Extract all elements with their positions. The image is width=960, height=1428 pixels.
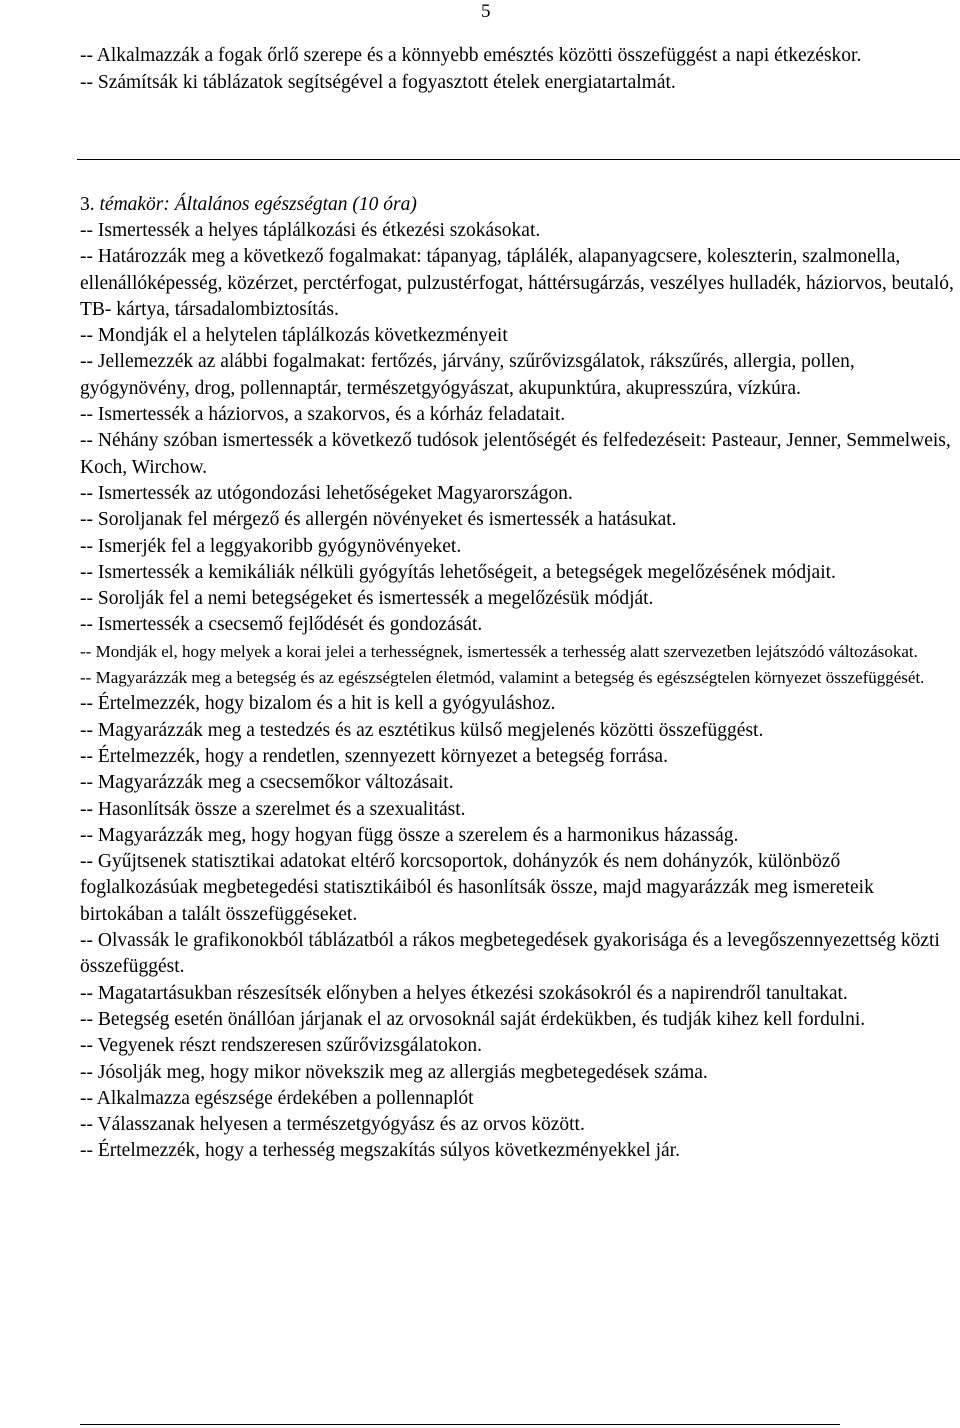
list-item: -- Gyűjtsenek statisztikai adatokat eltérő korcsoportok, dohányzók és nem dohányzók, különböző foglalkozásúak megbetegedési statisztikáiból és hasonlítsák össze, majd magyarázzák meg ismereteik birtokában a talált összefüggéseket. (80, 851, 874, 925)
list-item: -- Jellemezzék az alábbi fogalmakat: fertőzés, járvány, szűrővizsgálatok, rákszűrés, allergia, pollen, gyógynövény, drog, pollennaptár, természetgyógyászat, akupunktúra, akupresszúra, vízkúra. (80, 351, 855, 399)
requirements-list (80, 218, 958, 1165)
section-number: 3. (80, 194, 95, 215)
list-item: -- Ismertessék a kemikáliák nélküli gyógyítás lehetőségeit, a betegségek megelőzésének módjait. (80, 561, 836, 583)
list-item: -- Alkalmazza egészsége érdekében a pollennaplót (80, 1087, 474, 1109)
list-item: -- Magatartásukban részesítsék előnyben a helyes étkezési szokásokról és a napirendről tanultakat. (80, 982, 848, 1004)
list-item: -- Ismertessék a háziorvos, a szakorvos, és a kórház feladatait. (80, 404, 566, 426)
list-item: -- Ismertessék az utógondozási lehetőségeket Magyarországon. (80, 482, 573, 504)
list-item: -- Jósolják meg, hogy mikor növekszik meg az allergiás megbetegedések száma. (80, 1061, 708, 1083)
section-title: témakör: Általános egészségtan (10 óra) (99, 194, 417, 215)
list-item: -- Értelmezzék, hogy a terhesség megszakítás súlyos következményekkel jár. (80, 1140, 680, 1162)
list-item: -- Értelmezzék, hogy a rendetlen, szennyezett környezet a betegség forrása. (80, 745, 668, 767)
section-heading (80, 192, 417, 218)
list-item: -- Magyarázzák meg a testedzés és az esztétikus külső megjelenés közötti összefüggést. (80, 719, 764, 741)
list-item: -- Számítsák ki táblázatok segítségével a fogyasztott ételek energiatartalmát. (80, 72, 676, 93)
list-item: -- Mondják el, hogy melyek a korai jelei a terhességnek, ismertessék a terhesség alatt szervezetben lejátszódó változásokat. (80, 641, 918, 661)
list-item: -- Ismertessék a helyes táplálkozási és étkezési szokásokat. (80, 220, 541, 241)
list-item: -- Ismerjék fel a leggyakoribb gyógynövényeket. (80, 535, 462, 557)
list-item: -- Mondják el a helytelen táplálkozás következményeit (80, 325, 508, 347)
list-item: -- Betegség esetén önállóan járjanak el az orvosoknál saját érdekükben, és tudják kihez kell fordulni. (80, 1008, 866, 1030)
list-item: -- Magyarázzák meg a betegség és az egészségtelen életmód, valamint a betegség és egészségtelen környezet összefüggését. (80, 668, 925, 688)
page-number: 5 (481, 1, 491, 22)
list-item: -- Sorolják fel a nemi betegségeket és ismertessék a megelőzésük módját. (80, 588, 654, 610)
list-item: -- Hasonlítsák össze a szerelmet és a szexualitást. (80, 798, 466, 820)
list-item: -- Soroljanak fel mérgező és allergén növényeket és ismertessék a hatásukat. (80, 509, 677, 531)
intro-items (80, 42, 940, 96)
list-item: -- Magyarázzák meg, hogy hogyan függ össze a szerelem és a harmonikus házasság. (80, 824, 739, 846)
section-divider (77, 159, 960, 160)
list-item: -- Magyarázzák meg a csecsemőkor változásait. (80, 772, 454, 794)
bottom-rule (80, 1424, 840, 1425)
list-item: -- Határozzák meg a következő fogalmakat: tápanyag, táplálék, alapanyagcsere, koleszterin, szalmonella, ellenállóképesség, közérzet, perctérfogat, pulzustérfogat, háttérsugárzás, veszélyes hulladék, háziorvos, beutaló, TB- kártya, társadalombiztosítás. (80, 246, 954, 320)
list-item: -- Értelmezzék, hogy bizalom és a hit is kell a gyógyuláshoz. (80, 693, 556, 715)
list-item: -- Néhány szóban ismertessék a következő tudósok jelentőségét és felfedezéseit: Pasteaur, Jenner, Semmelweis, Koch, Wirchow. (80, 430, 951, 478)
list-item: -- Olvassák le grafikonokból táblázatból a rákos megbetegedések gyakorisága és a levegőszennyezettség közti összefüggést. (80, 930, 940, 978)
list-item: -- Ismertessék a csecsemő fejlődését és gondozását. (80, 614, 483, 636)
list-item: -- Vegyenek részt rendszeresen szűrővizsgálatokon. (80, 1035, 482, 1057)
list-item: -- Válasszanak helyesen a természetgyógyász és az orvos között. (80, 1114, 585, 1136)
list-item: -- Alkalmazzák a fogak őrlő szerepe és a könnyebb emésztés közötti összefüggést a napi étkezéskor. (80, 45, 862, 66)
